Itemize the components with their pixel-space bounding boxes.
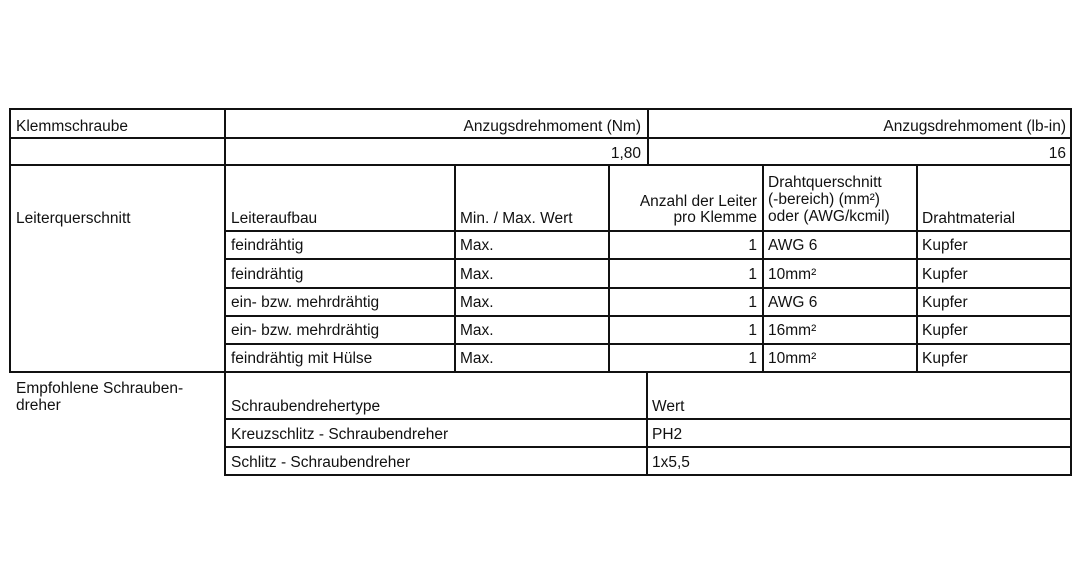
table-rule	[9, 108, 11, 164]
screwdriver-section-label-line2: dreher	[16, 397, 61, 414]
table-rule	[646, 371, 648, 475]
torque-lbin-value: 16	[1048, 145, 1066, 162]
row-count: 1	[748, 294, 757, 311]
row-count: 1	[748, 266, 757, 283]
row-construction: feindrähtig	[231, 237, 304, 254]
row-cross-section: 10mm²	[768, 350, 817, 367]
table-rule	[224, 343, 1072, 345]
header-count-line1: Anzahl der Leiter	[639, 193, 757, 210]
table-rule	[454, 164, 456, 372]
screwdriver-section-label-line1: Empfohlene Schrauben-	[16, 380, 184, 397]
header-cross-line3: oder (AWG/kcmil)	[768, 208, 890, 225]
header-count-line2: pro Klemme	[673, 209, 757, 226]
table-rule	[9, 164, 1072, 166]
table-rule	[224, 446, 1072, 448]
conductor-section-label: Leiterquerschnitt	[16, 210, 131, 227]
row-cross-section: 10mm²	[768, 266, 817, 283]
table-rule	[9, 371, 1072, 373]
row-construction: feindrähtig mit Hülse	[231, 350, 373, 367]
row-material: Kupfer	[922, 322, 968, 339]
table-rule	[9, 108, 1072, 110]
table-rule	[224, 315, 1072, 317]
header-minmax: Min. / Max. Wert	[460, 210, 573, 227]
table-rule	[224, 287, 1072, 289]
row-minmax: Max.	[460, 322, 494, 339]
header-construction: Leiteraufbau	[231, 210, 318, 227]
row-count: 1	[748, 237, 757, 254]
table-rule	[9, 164, 11, 372]
row-material: Kupfer	[922, 266, 968, 283]
row-count: 1	[748, 322, 757, 339]
row-material: Kupfer	[922, 294, 968, 311]
screwdriver-value: PH2	[652, 426, 683, 443]
table-rule	[608, 164, 610, 372]
row-cross-section: AWG 6	[768, 294, 818, 311]
row-construction: ein- bzw. mehrdrähtig	[231, 322, 380, 339]
table-rule	[224, 108, 226, 164]
row-minmax: Max.	[460, 294, 494, 311]
table-rule	[224, 164, 226, 475]
row-material: Kupfer	[922, 350, 968, 367]
row-minmax: Max.	[460, 237, 494, 254]
row-minmax: Max.	[460, 266, 494, 283]
table-rule	[916, 164, 918, 372]
clamp-screw-label: Klemmschraube	[16, 118, 128, 135]
table-rule	[762, 164, 764, 372]
table-rule	[9, 137, 1072, 139]
table-rule	[224, 474, 1072, 476]
table-rule	[224, 230, 1072, 232]
row-material: Kupfer	[922, 237, 968, 254]
header-material: Drahtmaterial	[922, 210, 1016, 227]
row-cross-section: 16mm²	[768, 322, 817, 339]
screwdriver-value-header: Wert	[652, 398, 685, 415]
screwdriver-value: 1x5,5	[652, 454, 690, 471]
torque-lbin-header: Anzugsdrehmoment (lb-in)	[883, 118, 1066, 135]
table-rule	[1070, 108, 1072, 475]
row-cross-section: AWG 6	[768, 237, 818, 254]
screwdriver-type: Kreuzschlitz - Schraubendreher	[231, 426, 449, 443]
table-rule	[224, 258, 1072, 260]
screwdriver-type-header: Schraubendrehertype	[231, 398, 381, 415]
header-cross-line1: Drahtquerschnitt	[768, 174, 882, 191]
torque-nm-header: Anzugsdrehmoment (Nm)	[463, 118, 641, 135]
row-minmax: Max.	[460, 350, 494, 367]
table-rule	[224, 418, 1072, 420]
screwdriver-type: Schlitz - Schraubendreher	[231, 454, 411, 471]
table-rule	[647, 108, 649, 164]
row-construction: ein- bzw. mehrdrähtig	[231, 294, 380, 311]
torque-nm-value: 1,80	[610, 145, 641, 162]
row-construction: feindrähtig	[231, 266, 304, 283]
row-count: 1	[748, 350, 757, 367]
header-cross-line2: (-bereich) (mm²)	[768, 191, 880, 208]
